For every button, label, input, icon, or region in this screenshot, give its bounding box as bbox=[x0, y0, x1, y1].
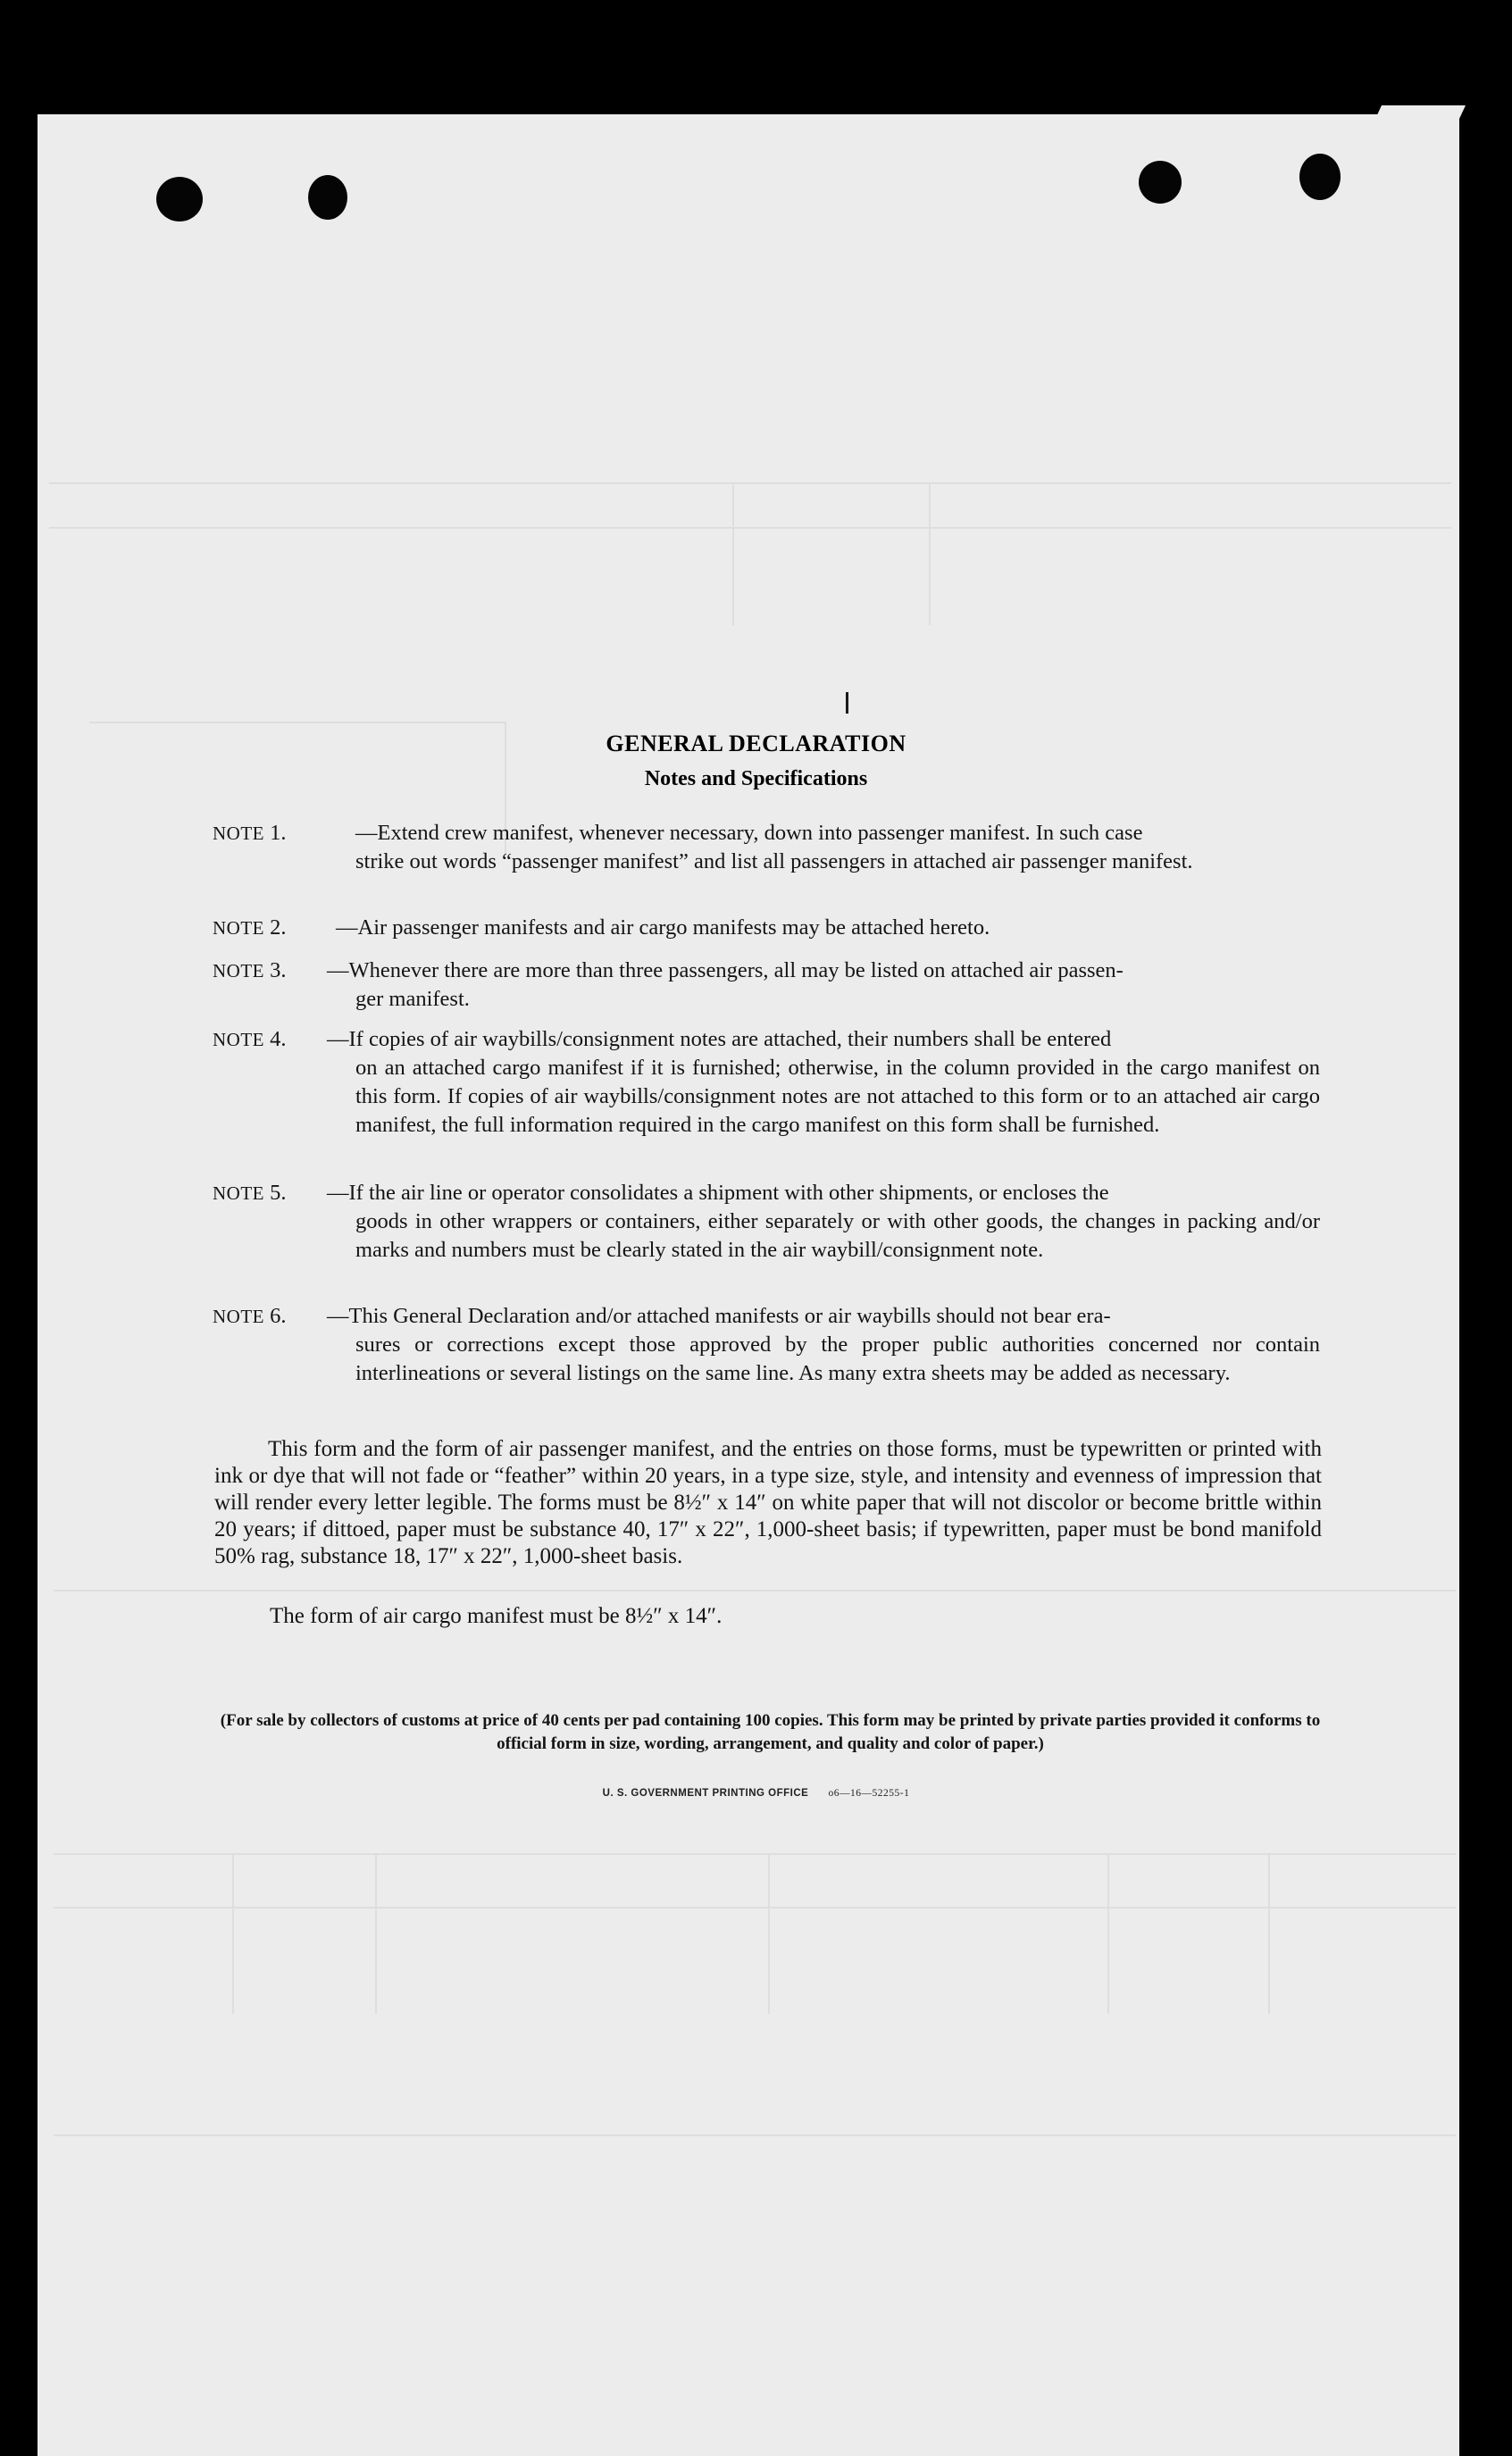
paper-sheet bbox=[38, 114, 1459, 2456]
note-text-rest: sures or corrections except those approved by the proper public authorities concerned nor contain interlineations or several listings on the same line. As many extra sheets may be added as necessary. bbox=[355, 1332, 1320, 1385]
note-text-rest: strike out words “passenger manifest” and list all passengers in attached air passenger manifest. bbox=[355, 849, 1193, 873]
cargo-manifest-size: The form of air cargo manifest must be 8½″ x 14″. bbox=[270, 1604, 723, 1628]
page-title: GENERAL DECLARATION bbox=[606, 731, 906, 756]
note-text-first: —If copies of air waybills/consignment notes are attached, their numbers shall be entered bbox=[327, 1027, 1112, 1051]
note-label: NOTE 1. bbox=[213, 821, 287, 845]
punch-hole-right-2 bbox=[1299, 154, 1341, 200]
page-subtitle: Notes and Specifications bbox=[644, 767, 868, 790]
note-4 bbox=[213, 1025, 1320, 1140]
note-label: NOTE 3. bbox=[213, 958, 287, 982]
note-text-rest: on an attached cargo manifest if it is furnished; otherwise, in the column provided in the cargo manifest on this form. If copies of air waybills/consignment notes are not attached to this form or to an attached air cargo manifest, the full information required in the cargo manifest on this form shall be furnished. bbox=[355, 1056, 1320, 1137]
note-label: NOTE 2. bbox=[213, 915, 287, 940]
print-code: o6—16—52255-1 bbox=[828, 1788, 910, 1799]
note-text-first: —If the air line or operator consolidates a shipment with other shipments, or encloses the bbox=[327, 1181, 1109, 1205]
note-text-first: —Air passenger manifests and air cargo manifests may be attached hereto. bbox=[336, 915, 990, 940]
note-text-rest: goods in other wrappers or containers, either separately or with other goods, the changes in packing and/or marks and numbers must be clearly stated in the air waybill/consignment note. bbox=[355, 1209, 1320, 1262]
punch-hole-left-2 bbox=[308, 175, 347, 220]
sale-notice: (For sale by collectors of customs at price of 40 cents per pad containing 100 copies. This form may be printed by private parties provided it conforms to official form in size, wording, arrangement, and quality and color of paper.) bbox=[220, 1711, 1321, 1753]
note-label: NOTE 6. bbox=[213, 1304, 287, 1328]
form-requirements-paragraph bbox=[214, 1436, 1322, 1570]
note-1 bbox=[213, 819, 1320, 876]
note-label: NOTE 4. bbox=[213, 1027, 287, 1051]
punch-hole-left-1 bbox=[156, 177, 203, 221]
note-label: NOTE 5. bbox=[213, 1181, 287, 1205]
note-text-rest: ger manifest. bbox=[355, 987, 470, 1011]
printer-name: U. S. GOVERNMENT PRINTING OFFICE bbox=[602, 1788, 809, 1799]
paper-corner bbox=[1369, 105, 1466, 132]
punch-hole-right-1 bbox=[1139, 161, 1182, 204]
printer-imprint bbox=[0, 1788, 1512, 1799]
note-text-first: —Extend crew manifest, whenever necessary, down into passenger manifest. In such case bbox=[355, 821, 1143, 845]
ink-mark bbox=[846, 692, 848, 714]
note-text-first: —Whenever there are more than three passengers, all may be listed on attached air passen- bbox=[327, 958, 1124, 982]
note-3 bbox=[213, 957, 1320, 1014]
note-text-first: —This General Declaration and/or attached manifests or air waybills should not bear era- bbox=[327, 1304, 1111, 1328]
form-requirements-text: This form and the form of air passenger manifest, and the entries on those forms, must be typewritten or printed with ink or dye that will not fade or “feather” within 20 years, in a type size, style, and intensity and evenness of impression that will render every letter legible. The forms must be 8½″ x 14″ on white paper that will not discolor or become brittle within 20 years; if dittoed, paper must be substance 40, 17″ x 22″, 1,000-sheet basis; if typewritten, paper must be bond manifold 50% rag, substance 18, 17″ x 22″, 1,000-sheet basis. bbox=[214, 1437, 1322, 1568]
note-5 bbox=[213, 1179, 1320, 1265]
note-6 bbox=[213, 1302, 1320, 1388]
